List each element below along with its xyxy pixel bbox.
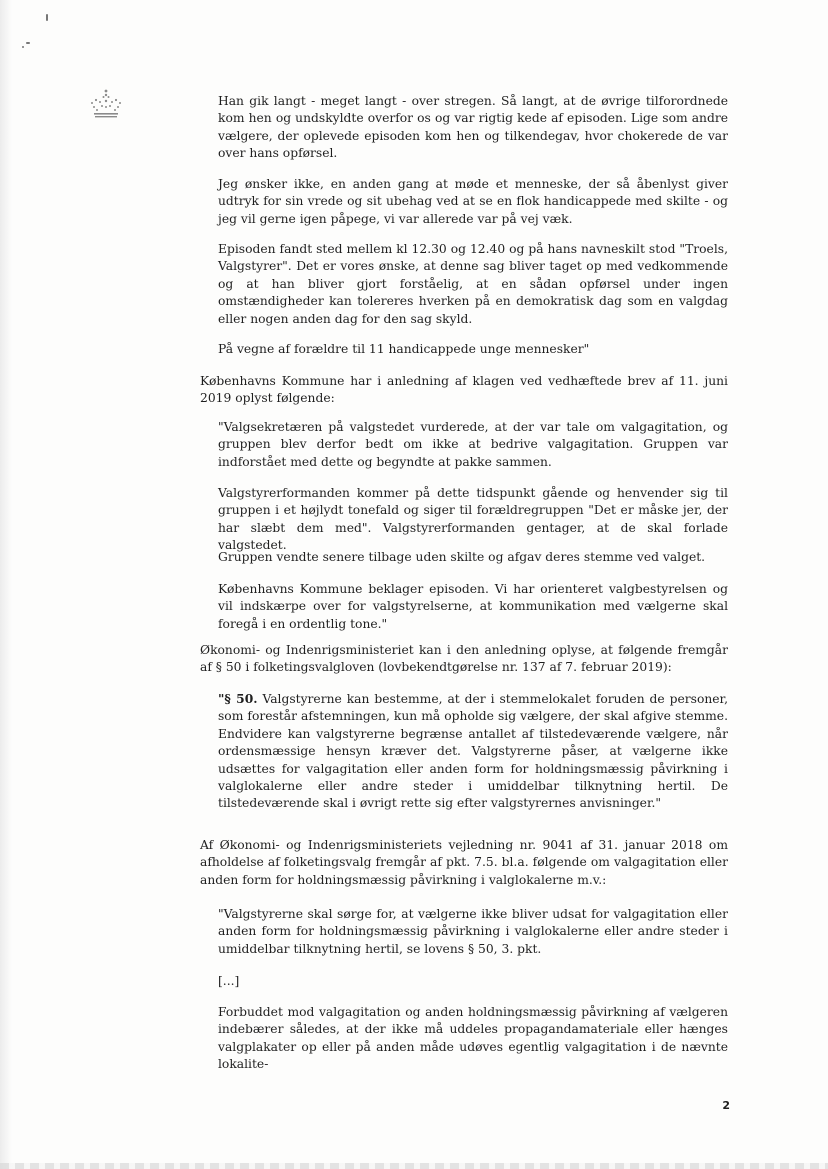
guideline-quote-paragraph: Forbuddet mod valgagitation og anden holdningsmæssig påvirkning af vælgeren indebærer således, at der ikke må uddeles propagandamateriale eller hænges valgplakater op eller på anden måde udøves egentlig valgagitation i de nævnte lokalite-	[218, 1005, 728, 1072]
scan-shadow	[0, 0, 12, 1169]
scan-edge-bottom	[0, 1163, 828, 1169]
body-paragraph: Københavns Kommune har i anledning af klagen ved vedhæftede brev af 11. juni 2019 oplyst følgende:	[200, 374, 728, 406]
scan-speck	[46, 14, 48, 21]
municipality-quote-paragraph: Københavns Kommune beklager episoden. Vi har orienteret valgbestyrelsen og vil indskærpe over for valgstyrelserne, at kommunikation med vælgerne skal foregå i en ordentlig tone."	[218, 582, 728, 631]
complaint-paragraph: Jeg ønsker ikke, en anden gang at møde et menneske, der så åbenlyst giver udtryk for sin vrede og sit ubehag ved at se en flok handicappede med skilte - og jeg vil gerne igen påpege, vi var allerede var på vej væk.	[218, 177, 728, 226]
body-paragraph: Af Økonomi- og Indenrigsministeriets vejledning nr. 9041 af 31. januar 2018 om afholdelse af folketingsvalg fremgår af pkt. 7.5. bl.a. følgende om valgagitation eller anden form for holdningsmæssig påvirkning i valglokalerne m.v.:	[200, 838, 728, 887]
scan-speck	[26, 42, 30, 44]
omission-marker: [...]	[218, 974, 240, 988]
complaint-paragraph: Han gik langt - meget langt - over stregen. Så langt, at de øvrige tilforordnede kom hen og undskyldte overfor os og var rigtig kede af episoden. Lige som andre vælgere, der oplevede episoden kom hen og tilkendegav, hvor chokerede de var over hans opførsel.	[218, 94, 728, 161]
municipality-quote-paragraph: "Valgsekretæren på valgstedet vurderede, at der var tale om valgagitation, og gruppen blev derfor bedt om ikke at bedrive valgagitation. Gruppen var indforstået med dette og begyndte at pakke sammen.	[218, 420, 728, 469]
guideline-quote-paragraph: "Valgstyrerne skal sørge for, at vælgerne ikke bliver udsat for valgagitation eller anden form for holdningsmæssig påvirkning i valglokalerne eller andre steder i umiddelbar tilknytning hertil, se lovens § 50, 3. pkt.	[218, 907, 728, 956]
law-quote-paragraph	[218, 690, 728, 813]
crown-logo-icon	[86, 88, 126, 122]
body-paragraph: Økonomi- og Indenrigsministeriet kan i den anledning oplyse, at følgende fremgår af § 50 i folketingsvalgloven (lovbekendtgørelse nr. 137 af 7. februar 2019):	[200, 643, 728, 675]
municipality-quote-paragraph: Gruppen vendte senere tilbage uden skilte og afgav deres stemme ved valget.	[218, 550, 706, 564]
page-number: 2	[722, 1099, 730, 1112]
municipality-quote-paragraph: Valgstyrerformanden kommer på dette tidspunkt gående og henvender sig til gruppen i et højlydt tonefald og siger til forældregruppen "Det er måske jer, der har slæbt dem med". Valgstyrerformanden gentager, at de skal forlade valgstedet.	[218, 486, 728, 553]
scan-speck	[22, 46, 24, 48]
law-quote-text: Valgstyrerne kan bestemme, at der i stemmelokalet foruden de personer, som forestår afstemningen, kun må opholde sig vælgere, der skal afgive stemme. Endvidere kan valgstyrerne begrænse antallet af tilstedeværende vælgere, når ordensmæssige hensyn kræver det. Valgstyrerne påser, at vælgerne ikke udsættes for valgagitation eller anden form for holdningsmæssig påvirkning i valglokalerne eller andre steder i umiddelbar tilknytning hertil. De tilstedeværende skal i øvrigt rette sig efter valgstyrernes anvisninger."	[218, 692, 728, 811]
section-label: "§ 50.	[218, 691, 258, 706]
complaint-signoff: På vegne af forældre til 11 handicappede unge mennesker"	[218, 342, 590, 356]
complaint-paragraph: Episoden fandt sted mellem kl 12.30 og 12.40 og på hans navneskilt stod "Troels, Valgstyrer". Det er vores ønske, at denne sag bliver taget op med vedkommende og at han bliver gjort forståelig, at en sådan opførsel under ingen omstændigheder kan tolereres hverken på en demokratisk dag som en valgdag eller nogen anden dag for den sag skyld.	[218, 242, 728, 326]
